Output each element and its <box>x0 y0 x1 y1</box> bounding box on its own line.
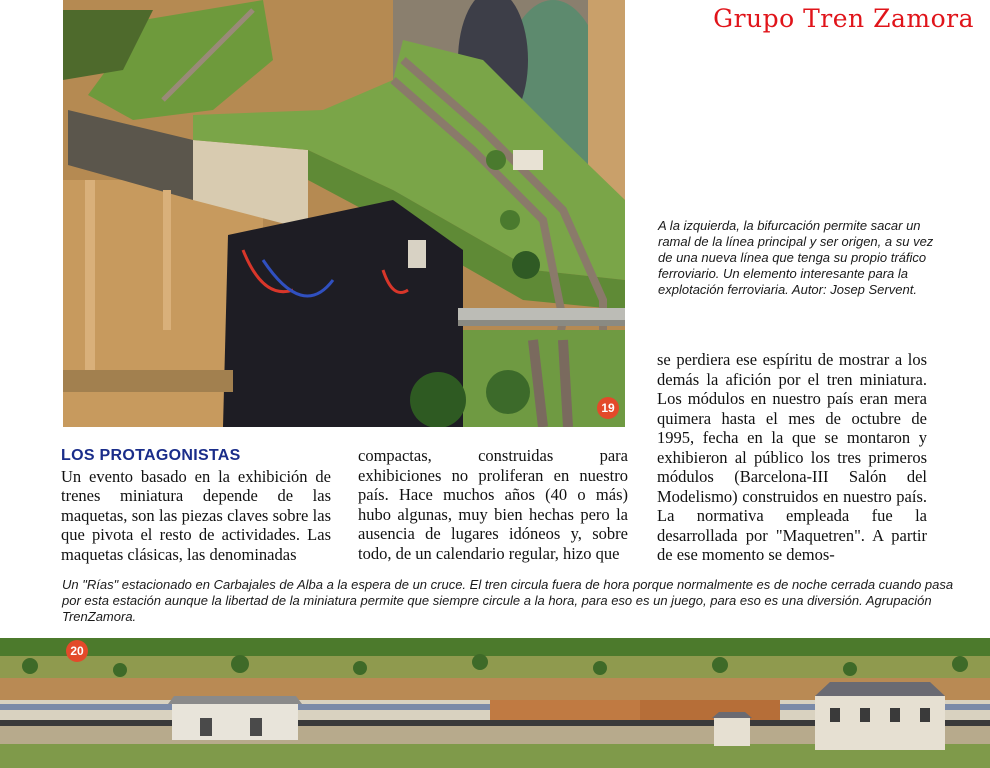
photo-caption-right: A la izquierda, la bifurcación permite sacar un ramal de la línea principal y ser origen, a su vez de una nueva línea que tenga su propio tráfico ferroviario. Un elemento interesante para la explotación ferroviaria. Autor: Josep Servent. <box>658 218 934 297</box>
article-column-1 <box>61 446 331 564</box>
station-photo <box>0 638 990 768</box>
article-column-3 <box>657 350 927 565</box>
article-column-2 <box>358 446 628 563</box>
article-text-3: se perdiera ese espíritu de mostrar a los demás la afición por el tren miniatura. Los módulos en nuestro país eran mera quimera hasta el mes de octubre de 1995, fecha en la que se montaron y exhibieron al público los tres primeros módulos (Barcelona-III Salón del Modelismo) construidos en nuestro país. La normativa empleada fue la desarrollada por "Maquetren". A partir de ese momento se demos- <box>657 350 927 564</box>
layout-photo <box>63 0 625 427</box>
article-text-1: Un evento basado en la exhibición de trenes miniatura depende de las maquetas, son las piezas claves sobre las que pivota el resto de actividades. Las maquetas clásicas, las denominadas <box>61 466 331 564</box>
photo-number-badge: 19 <box>597 397 619 419</box>
photo-caption-bottom: Un "Rías" estacionado en Carbajales de Alba a la espera de un cruce. El tren circula fuera de hora porque normalmente es de noche cerrada cuando pasa por esta estación aunque la libertad de la miniatura permite que siempre circule a la hora, para eso es un juego, para eso es una diversión. Agrupación TrenZamora. <box>62 577 954 624</box>
section-heading: LOS PROTAGONISTAS <box>61 447 241 464</box>
site-title: Grupo Tren Zamora <box>713 4 974 33</box>
article-text-2: compactas, construidas para exhibiciones no proliferan en nuestro país. Hace muchos años (40 o más) hubo algunas, muy bien hechas pero la ausencia de lugares idóneos y, sobre todo, de un calendario regular, hizo que <box>358 446 628 563</box>
photo-number-badge: 20 <box>66 640 88 662</box>
